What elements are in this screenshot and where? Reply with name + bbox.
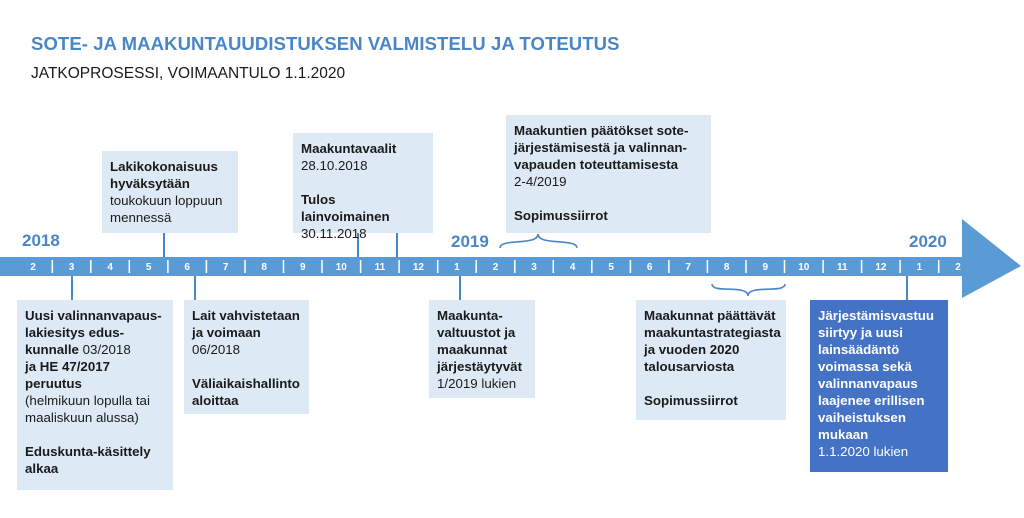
month-label: 3: [68, 262, 75, 273]
tulos-date: 30.11.2018: [301, 226, 367, 241]
valtuustot-date: 1/2019 lukien: [437, 376, 517, 391]
box-valtuustot: [429, 300, 535, 398]
connector-lait: [194, 276, 196, 300]
year-label-2018: 2018: [22, 231, 60, 250]
lakikokonaisuus-title: Lakikokonaisuus hyväksytään: [110, 159, 218, 191]
jarjestamis-title: Järjestämisvastuu siirtyy ja uusi lainsäädäntö voimassa sekä valinnanvapaus laajenee erillisen vaiheistuksen mukaan: [818, 308, 935, 442]
month-label: 5: [608, 262, 614, 273]
tulos-title: Tulos lainvoimainen: [301, 192, 390, 224]
box-maakuntavaalit: [293, 133, 433, 241]
month-label: 9: [300, 262, 306, 273]
paatokset-date: 2-4/2019: [514, 174, 567, 189]
lait-title: Lait vahvistetaan ja voimaan: [192, 308, 300, 340]
month-label: 7: [685, 262, 691, 273]
month-label: 2: [30, 262, 36, 273]
year-label-2020: 2020: [909, 232, 947, 251]
connector-lakikokonaisuus: [163, 233, 165, 257]
month-label: 8: [261, 262, 267, 273]
month-label: 3: [531, 262, 537, 273]
jarjestamis-date: 1.1.2020 lukien: [818, 444, 909, 459]
connector-valtuustot: [459, 276, 461, 300]
page-title: SOTE- JA MAAKUNTAUUDISTUKSEN VALMISTELU JA TOTEUTUS: [31, 33, 620, 54]
lait-valiaikais: Väliaikaishallinto aloittaa: [192, 376, 300, 408]
month-label: 5: [145, 262, 152, 273]
box-jarjestamisvastuu: [810, 300, 948, 472]
page-subtitle: JATKOPROSESSI, VOIMAANTULO 1.1.2020: [31, 65, 346, 82]
maakuntavaalit-title: Maakuntavaalit: [301, 141, 397, 156]
month-label: 10: [798, 262, 810, 273]
box-uusi-lakiesitys: [17, 300, 173, 490]
box-lakikokonaisuus: [102, 151, 238, 233]
month-label: 11: [374, 262, 386, 273]
strategiat-title: Maakunnat päättävät maakuntastrategiasta ja vuoden 2020 talousarviosta: [644, 308, 781, 374]
month-label: 4: [107, 262, 113, 273]
year-label-2019: 2019: [451, 232, 489, 251]
uusi-title: Uusi valinnanvapaus-lakiesitys edus-kunnalle: [25, 308, 162, 357]
month-label: 12: [412, 262, 424, 273]
strategiat-sopimus: Sopimussiirrot: [644, 393, 738, 408]
brace-2-4-2019: [500, 234, 577, 248]
month-label: 6: [184, 262, 190, 273]
month-label: 10: [335, 262, 347, 273]
box-lait: [184, 300, 309, 414]
lakikokonaisuus-date: toukokuun loppuun mennessä: [110, 193, 223, 225]
uusi-date: 03/2018: [78, 342, 131, 357]
maakuntavaalit-date: 28.10.2018: [301, 158, 368, 173]
box-paatokset: [506, 115, 711, 233]
month-label: 1: [454, 262, 460, 273]
paatokset-sopimus: Sopimussiirrot: [514, 208, 608, 223]
month-label: 9: [762, 262, 769, 273]
month-label: 4: [569, 262, 576, 273]
month-label: 1: [916, 262, 923, 273]
connector-jarjestamis: [906, 276, 908, 300]
box-strategiat: [636, 300, 786, 420]
month-label: 2: [955, 262, 961, 273]
valtuustot-title: Maakunta-valtuustot ja maakunnat järjestäytyvät: [437, 308, 523, 374]
month-label: 7: [222, 262, 229, 273]
month-label: 11: [837, 262, 848, 273]
month-label: 12: [875, 262, 887, 273]
uusi-peruutus: ja HE 47/2017 peruutus: [25, 359, 111, 391]
month-label: 8: [723, 262, 730, 273]
uusi-kasittely: Eduskunta-käsittely alkaa: [25, 444, 151, 476]
brace-8-9-2019: [712, 284, 785, 296]
paatokset-title: Maakuntien päätökset sote-järjestämisestä ja valinnan-vapauden toteuttamisesta: [514, 123, 689, 172]
month-label: 2: [492, 262, 499, 273]
lait-date: 06/2018: [192, 342, 241, 357]
month-label: 6: [646, 262, 653, 273]
uusi-note: (helmikuun lopulla tai maaliskuun alussa): [25, 393, 150, 425]
connector-uusi: [71, 276, 73, 300]
